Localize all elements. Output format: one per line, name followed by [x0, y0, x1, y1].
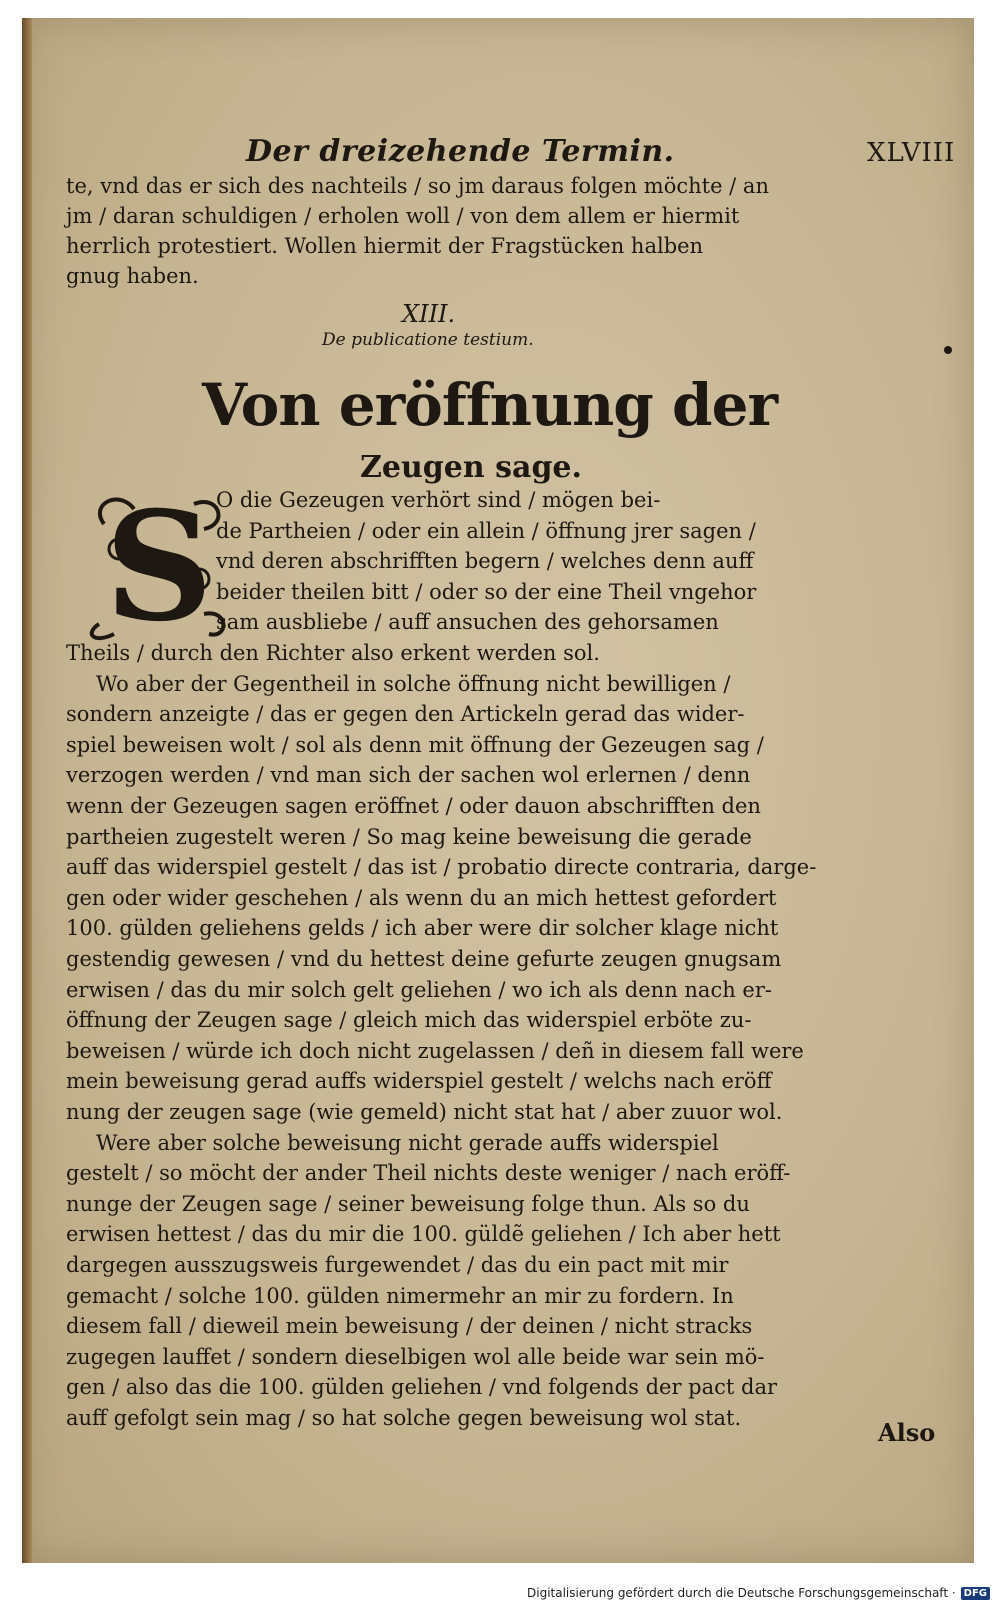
dfg-logo-icon: DFG: [961, 1587, 990, 1600]
text-line: herrlich protestiert. Wollen hiermit der Fragstücken halben: [66, 234, 704, 258]
chapter-number: XIII.: [402, 300, 456, 328]
text-line: sondern anzeigte / das er gegen den Artickeln gerad das wider-: [66, 702, 745, 727]
text-line: Theils / durch den Richter also erkent werden sol.: [66, 641, 600, 665]
footer-credit: [527, 1586, 990, 1600]
text-line: diesem fall / dieweil mein beweisung / der deinen / nicht stracks: [66, 1314, 753, 1339]
text-line: beweisen / würde ich doch nicht zugelassen / deñ in diesem fall were: [66, 1038, 804, 1063]
drop-cap-letter: S: [104, 484, 214, 644]
text-line: partheien zugestelt weren / So mag keine beweisung die gerade: [66, 824, 752, 849]
text-line: gnug haben.: [66, 264, 199, 288]
text-line: gen / also das die 100. gülden geliehen / vnd folgends der pact dar: [66, 1375, 778, 1400]
text-line: öffnung der Zeugen sage / gleich mich das widerspiel erböte zu-: [66, 1008, 752, 1033]
text-line: auff gefolgt sein mag / so hat solche gegen beweisung wol stat.: [66, 1406, 742, 1430]
drop-cap-initial: [84, 484, 234, 644]
text-line: gemacht / solche 100. gülden nimermehr an mir zu fordern. In: [66, 1283, 734, 1308]
text-line: nung der zeugen sage (wie gemeld) nicht stat hat / aber zuuor wol.: [66, 1100, 783, 1124]
text-line: wenn der Gezeugen sagen eröffnet / oder dauon abschrifften den: [66, 794, 761, 818]
text-line: verzogen werden / vnd man sich der sachen wol erlernen / denn: [66, 763, 751, 788]
text-line: jm / daran schuldigen / erholen woll / von dem allem er hiermit: [66, 204, 740, 228]
text-line: vnd deren abschrifften begern / welches denn auff: [216, 549, 754, 574]
text-line: gen oder wider geschehen / als wenn du an mich hettest gefordert: [66, 885, 777, 910]
text-line: zugegen lauffet / sondern dieselbigen wol alle beide war sein mö-: [66, 1344, 765, 1369]
text-line: Wo aber der Gegentheil in solche öffnung nicht bewilligen /: [96, 671, 731, 696]
book-page: [22, 18, 974, 1563]
text-line: beider theilen bitt / oder so der eine Theil vngehor: [216, 579, 757, 604]
text-line: sam ausbliebe / auff ansuchen des gehorsamen: [216, 610, 719, 635]
chapter-subtitle: Zeugen sage.: [360, 450, 582, 485]
text-line: 100. gülden geliehens gelds / ich aber were dir solcher klage nicht: [66, 916, 779, 941]
text-line: gestendig gewesen / vnd du hettest deine gefurte zeugen gnugsam: [66, 947, 782, 971]
text-line: spiel beweisen wolt / sol als denn mit öffnung der Gezeugen sag /: [66, 732, 764, 757]
chapter-latin-heading: De publicatione testium.: [322, 330, 534, 350]
text-line: te, vnd das er sich des nachteils / so jm daraus folgen möchte / an: [66, 174, 769, 198]
catchword: Also: [878, 1418, 936, 1447]
text-line: Were aber solche beweisung nicht gerade auffs widerspiel: [96, 1130, 719, 1155]
margin-mark: [944, 346, 952, 354]
folio-number: XLVIII: [867, 138, 956, 168]
chapter-title: Von eröffnung der: [202, 371, 778, 439]
text-line: dargegen ausszugsweis furgewendet / das du ein pact mit mir: [66, 1253, 729, 1277]
running-title: Der dreizehende Termin.: [246, 134, 675, 169]
text-line: erwisen / das du mir solch gelt geliehen / wo ich als denn nach er-: [66, 977, 772, 1002]
footer-text: Digitalisierung gefördert durch die Deutsche Forschungsgemeinschaft ·: [527, 1586, 956, 1600]
text-line: mein beweisung gerad auffs widerspiel gestelt / welchs nach eröff: [66, 1069, 772, 1094]
text-line: de Partheien / oder ein allein / öffnung jrer sagen /: [216, 518, 756, 543]
text-line: gestelt / so möcht der ander Theil nichts deste weniger / nach eröff-: [66, 1161, 791, 1186]
text-line: O die Gezeugen verhört sind / mögen bei-: [216, 488, 661, 512]
text-line: auff das widerspiel gestelt / das ist / probatio directe contraria, darge-: [66, 855, 817, 880]
text-line: nunge der Zeugen sage / seiner beweisung folge thun. Als so du: [66, 1191, 750, 1216]
text-line: erwisen hettest / das du mir die 100. güldẽ geliehen / Ich aber hett: [66, 1222, 781, 1247]
book-spine: [22, 18, 32, 1563]
